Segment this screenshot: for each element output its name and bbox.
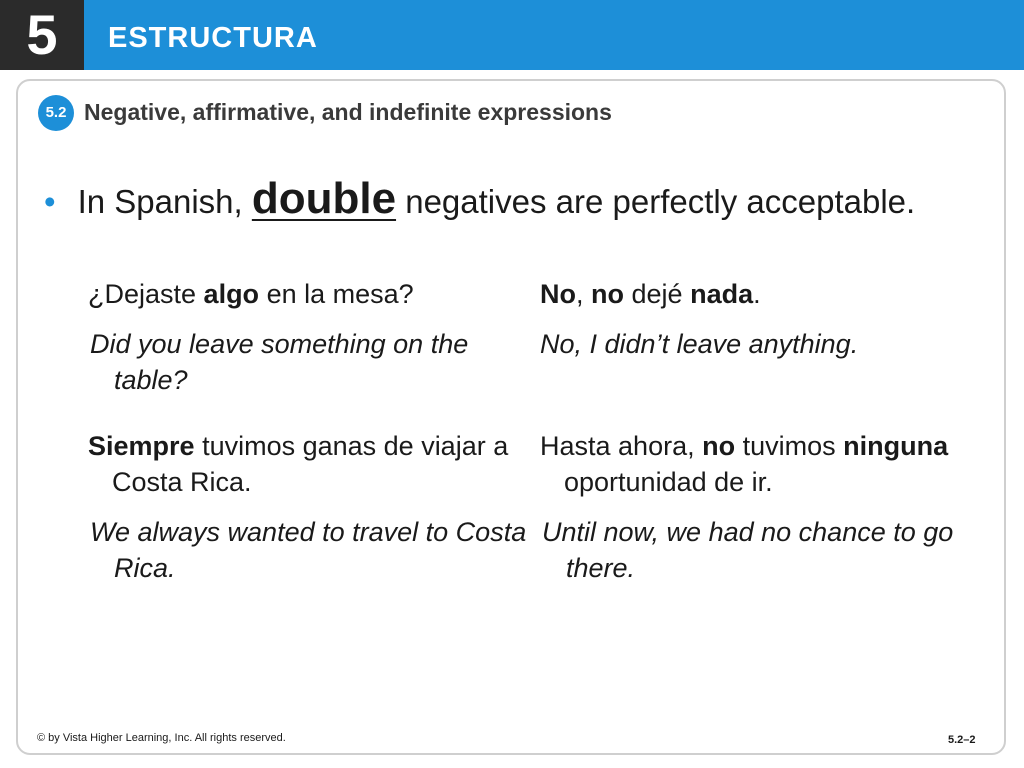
example-1-answer bbox=[540, 276, 994, 312]
example-text: oportunidad de ir. bbox=[564, 467, 773, 497]
chapter-number: 5 bbox=[0, 0, 84, 70]
example-text: en la mesa? bbox=[259, 279, 414, 309]
example-text: tuvimos bbox=[735, 431, 844, 461]
example-text: dejé bbox=[624, 279, 691, 309]
keyword: ninguna bbox=[843, 431, 949, 461]
bullet-icon: • bbox=[44, 183, 56, 220]
example-1-question bbox=[88, 276, 542, 312]
example-1-answer-translation: No, I didn’t leave anything. bbox=[540, 329, 859, 359]
keyword: nada bbox=[690, 279, 754, 309]
section-title: Negative, affirmative, and indefinite expressions bbox=[84, 99, 612, 125]
example-text: Hasta ahora, bbox=[540, 431, 703, 461]
bullet-point bbox=[44, 174, 915, 224]
example-text: , bbox=[576, 279, 592, 309]
example-text: . bbox=[753, 279, 761, 309]
chapter-title: ESTRUCTURA bbox=[108, 22, 318, 54]
keyword: algo bbox=[203, 279, 260, 309]
keyword: no bbox=[591, 279, 625, 309]
example-text: tuvimos ganas de viajar a Costa Rica. bbox=[112, 431, 509, 497]
keyword: Siempre bbox=[88, 431, 195, 461]
example-2-answer-translation: Until now, we had no chance to go there. bbox=[542, 517, 954, 583]
copyright-notice: © by Vista Higher Learning, Inc. All rights reserved. bbox=[37, 732, 286, 744]
keyword: No bbox=[540, 279, 576, 309]
example-1-question-translation: Did you leave something on the table? bbox=[90, 329, 469, 395]
example-2-answer bbox=[540, 428, 994, 500]
example-2-question-translation: We always wanted to travel to Costa Rica. bbox=[90, 517, 527, 583]
slide-number: 5.2–2 bbox=[948, 734, 976, 746]
emphasized-word: double bbox=[251, 174, 397, 223]
example-text: ¿Dejaste bbox=[88, 279, 204, 309]
section-number-badge: 5.2 bbox=[38, 95, 74, 131]
bullet-text-after: negatives are perfectly acceptable. bbox=[396, 183, 916, 220]
example-2-question bbox=[88, 428, 542, 500]
keyword: no bbox=[702, 431, 736, 461]
bullet-text-before: In Spanish, bbox=[77, 183, 252, 220]
